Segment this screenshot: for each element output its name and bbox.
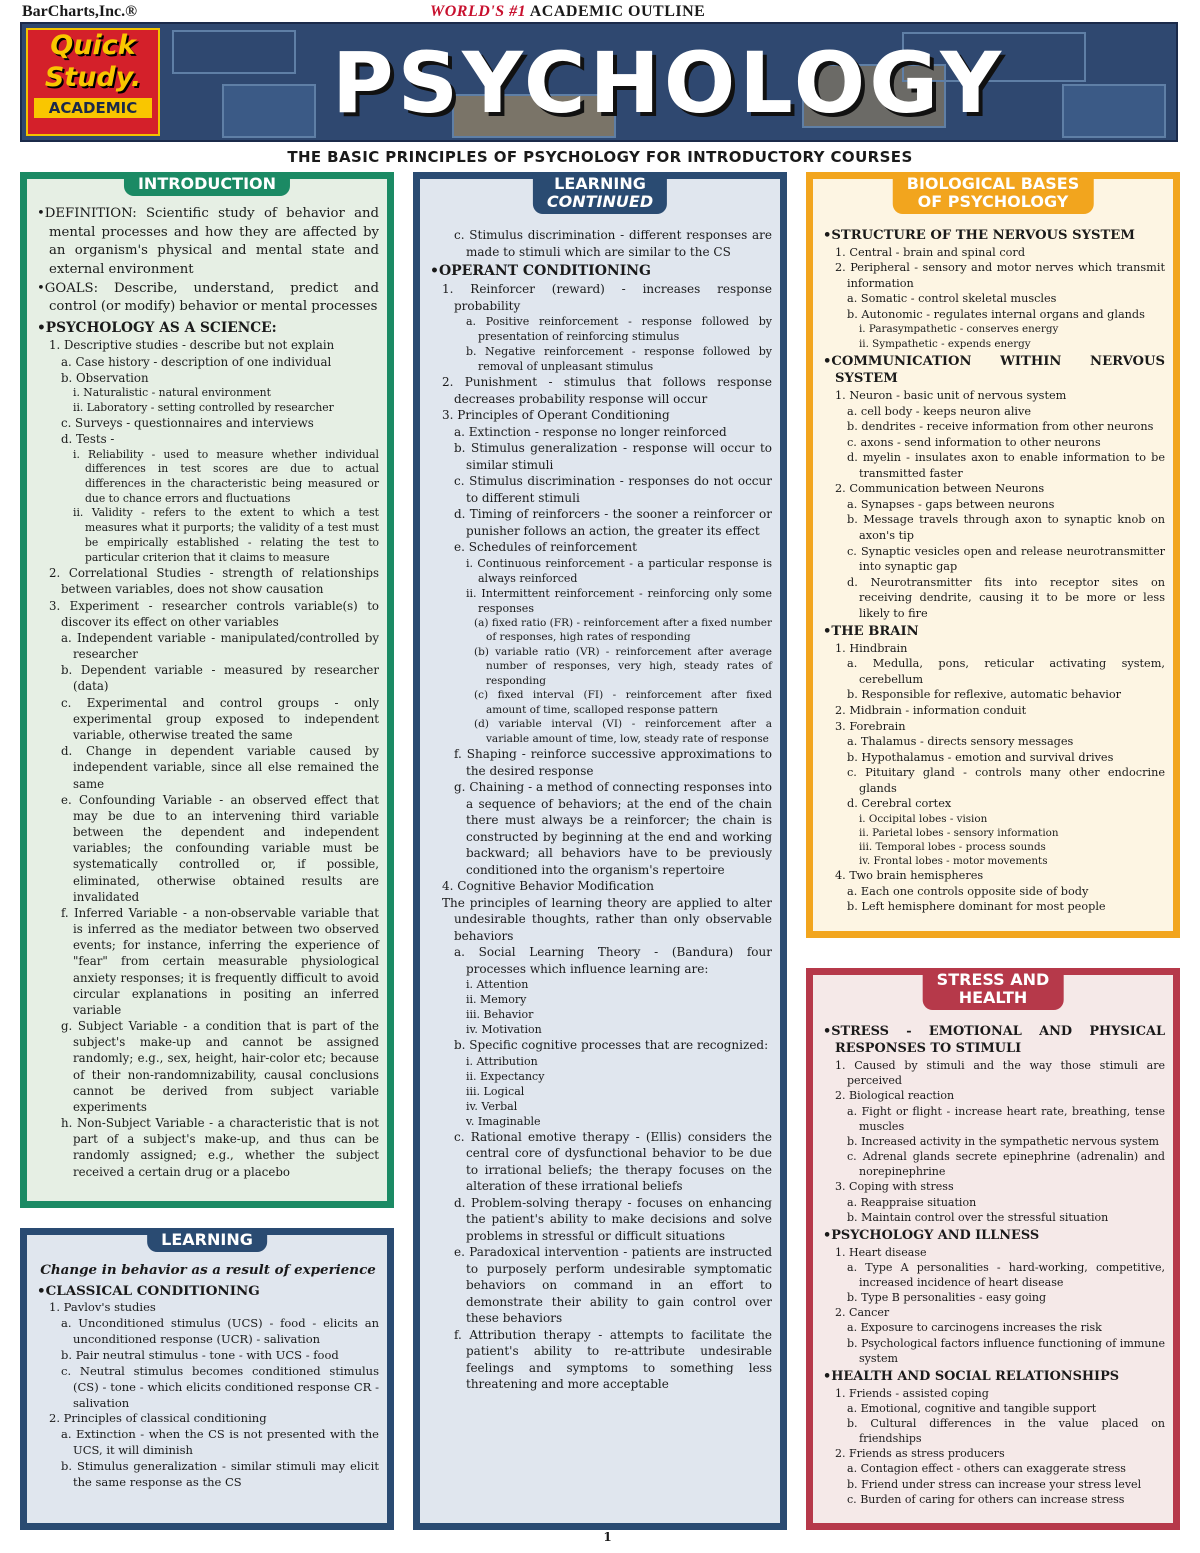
biological-bases-panel	[806, 172, 1180, 938]
bio-line: a. Somatic - control skeletal muscles	[847, 292, 1057, 306]
learning2-line: 2. Punishment - stimulus that follows response decreases probability response will occur	[442, 375, 772, 406]
learning2-line: •OPERANT CONDITIONING	[430, 263, 652, 279]
tagline-rest: ACADEMIC OUTLINE	[526, 3, 706, 20]
stress-line: •STRESS - EMOTIONAL AND PHYSICAL RESPONSES TO STIMULI	[823, 1024, 1165, 1057]
stress-line: 2. Biological reaction	[835, 1089, 955, 1103]
bio-line: c. axons - send information to other neurons	[847, 435, 1101, 449]
learning2-line: 1. Reinforcer (reward) - increases response probability	[442, 282, 772, 313]
intro-line: g. Subject Variable - a condition that is part of the subject's make-up and cannot be assigned randomly; e.g., sex, height, hair-color etc; because of their non-randomnizability, causal conclusions cannot be derived from subject variable experiments	[61, 1019, 379, 1114]
learning2-line: d. Problem-solving therapy - focuses on enhancing the patient's ability to make decisions and solve problems in stressful or difficult situations	[454, 1195, 772, 1243]
bio-line: a. cell body - keeps neuron alive	[847, 404, 1032, 418]
quick-study-logo	[26, 28, 160, 136]
learning-line: a. Unconditioned stimulus (UCS) - food - elicits an unconditioned response (UCR) - salivation	[61, 1316, 379, 1347]
learning2-line: c. Rational emotive therapy - (Ellis) considers the central core of dysfunctional behavior to be due to irrational beliefs; the therapy focuses on the alteration of these irrational beliefs	[454, 1129, 772, 1193]
bio-line: 2. Midbrain - information conduit	[835, 704, 1027, 717]
bio-line: b. Left hemisphere dominant for most people	[847, 900, 1106, 914]
intro-line: a. Independent variable - manipulated/controlled by researcher	[61, 630, 379, 662]
intro-line: i. Naturalistic - natural environment	[73, 385, 271, 399]
learning-line: •CLASSICAL CONDITIONING	[37, 1283, 260, 1300]
stress-line: b. Increased activity in the sympathetic nervous system	[847, 1134, 1159, 1148]
intro-line: h. Non-Subject Variable - a characteristic that is not part of a subject's make-up, and thus can be randomly assigned; e.g., whether the subject received a certain drug or a placebo	[61, 1116, 379, 1179]
learning2-line: (c) fixed interval (FI) - reinforcement after fixed amount of time, scalloped response pattern	[474, 689, 772, 716]
intro-line: •GOALS: Describe, understand, predict and control (or modify) behavior or mental processes	[37, 280, 379, 315]
bio-line: 2. Communication between Neurons	[835, 482, 1045, 496]
page-title: PSYCHOLOGY	[332, 34, 1006, 132]
intro-line: ii. Laboratory - setting controlled by researcher	[73, 400, 334, 414]
learning2-line: The principles of learning theory are applied to alter undesirable thoughts, rather than only observable behaviors	[442, 895, 772, 943]
bio-line: b. Autonomic - regulates internal organs and glands	[847, 307, 1145, 321]
learning2-line: b. Stimulus generalization - response will occur to similar stimuli	[454, 441, 772, 472]
biological-bases-body	[823, 227, 1165, 915]
intro-line: i. Reliability - used to measure whether individual differences in test scores are due to actual differences in the characteristic being measured or due to chance errors and fluctuations	[73, 447, 379, 505]
learning2-line: e. Paradoxical intervention - patients are instructed to purposely perform undesirable symptomatic behaviors on command in an effort to demonstrate their ability to gain control over these behaviors	[454, 1245, 772, 1325]
stress-line: 2. Friends as stress producers	[835, 1447, 1005, 1461]
stress-line: a. Type A personalities - hard-working, competitive, increased incidence of heart disease	[847, 1260, 1165, 1289]
learning-continued-heading-line-1: LEARNING	[554, 174, 646, 193]
learning-line: c. Neutral stimulus becomes conditioned stimulus (CS) - tone - which elicits conditioned response CR - salivation	[61, 1363, 379, 1410]
bio-line: 2. Peripheral - sensory and motor nerves which transmit information	[835, 261, 1165, 290]
stress-health-heading-line-1: STRESS AND	[936, 970, 1050, 989]
stress-line: •PSYCHOLOGY AND ILLNESS	[823, 1228, 1040, 1244]
stress-line: b. Cultural differences in the value placed on friendships	[847, 1416, 1165, 1446]
bio-line: b. Hypothalamus - emotion and survival drives	[847, 750, 1114, 764]
title-banner	[20, 22, 1178, 142]
intro-line: •DEFINITION: Scientific study of behavior and mental processes and how they are affected by an organism's physical and mental state and external environment	[37, 206, 379, 277]
learning2-line: i. Attention	[466, 978, 529, 991]
stress-line: c. Burden of caring for others can increase stress	[847, 1492, 1125, 1506]
introduction-panel	[20, 172, 394, 1208]
intro-line: c. Surveys - questionnaires and interviews	[61, 416, 314, 431]
learning-continued-heading-line-2: CONTINUED	[546, 192, 654, 211]
learning-continued-panel	[413, 172, 787, 1530]
stress-line: 2. Cancer	[835, 1306, 890, 1320]
biological-bases-heading-line-1: BIOLOGICAL BASES	[906, 174, 1080, 193]
learning2-line: a. Positive reinforcement - response followed by presentation of reinforcing stimulus	[466, 315, 772, 343]
learning2-line: c. Stimulus discrimination - different responses are made to stimuli which are similar to the CS	[454, 228, 772, 259]
learning2-line: v. Imaginable	[466, 1114, 541, 1128]
intro-line: d. Tests -	[61, 432, 115, 447]
intro-line: 3. Experiment - researcher controls variable(s) to discover its effect on other variables	[49, 598, 379, 629]
page-number: 1	[603, 1530, 612, 1544]
intro-line: 2. Correlational Studies - strength of relationships between variables, does not show causation	[49, 566, 379, 597]
logo-line-3: ACADEMIC	[34, 98, 152, 118]
learning2-line: i. Attribution	[466, 1054, 538, 1068]
learning2-line: 4. Cognitive Behavior Modification	[442, 879, 654, 893]
stress-line: a. Reappraise situation	[847, 1195, 977, 1209]
bio-line: 4. Two brain hemispheres	[835, 868, 984, 882]
stress-line: b. Type B personalities - easy going	[847, 1291, 1047, 1305]
bio-line: 1. Neuron - basic unit of nervous system	[835, 389, 1067, 403]
intro-line: 1. Descriptive studies - describe but not explain	[49, 338, 335, 353]
bio-line: i. Occipital lobes - vision	[859, 812, 988, 825]
tagline-highlight: WORLD'S #1	[430, 3, 527, 20]
logo-line-2: Study.	[44, 62, 142, 93]
learning2-line: iv. Motivation	[466, 1023, 542, 1036]
stress-health-heading	[923, 968, 1064, 1010]
tagline	[430, 3, 705, 21]
stress-line: 1. Friends - assisted coping	[835, 1386, 989, 1400]
biological-bases-heading-line-2: OF PSYCHOLOGY	[917, 192, 1069, 211]
biological-bases-heading	[893, 172, 1094, 214]
learning2-line: (d) variable interval (VI) - reinforcement after a variable amount of time, low, steady rate of response	[474, 718, 772, 745]
learning-body	[37, 1261, 379, 1491]
intro-line: f. Inferred Variable - a non-observable variable that is inferred as the mediator between two observed events; for instance, inferring the experience of "fear" from certain measurable physiological anxiety responses; it is frequently difficult to avoid circular explanations in positing an inferred variable	[61, 905, 379, 1017]
intro-line: b. Dependent variable - measured by researcher (data)	[61, 663, 379, 694]
stress-health-panel	[806, 968, 1180, 1530]
learning2-line: iv. Verbal	[466, 1099, 518, 1113]
learning2-line: ii. Expectancy	[466, 1069, 545, 1083]
bio-line: •STRUCTURE OF THE NERVOUS SYSTEM	[823, 228, 1135, 243]
learning2-line: a. Social Learning Theory - (Bandura) four processes which influence learning are:	[454, 945, 772, 976]
learning-line: b. Pair neutral stimulus - tone - with UCS - food	[61, 1347, 339, 1362]
bio-line: c. Synaptic vesicles open and release neurotransmitter into synaptic gap	[847, 544, 1165, 574]
bio-line: i. Parasympathetic - conserves energy	[859, 323, 1059, 336]
learning2-line: i. Continuous reinforcement - a particular response is always reinforced	[466, 556, 772, 585]
bio-line: b. dendrites - receive information from other neurons	[847, 420, 1154, 434]
bio-line: 1. Central - brain and spinal cord	[835, 245, 1026, 259]
logo-line-1: Quick	[50, 30, 136, 61]
bio-line: •THE BRAIN	[823, 624, 919, 640]
learning2-line: f. Attribution therapy - attempts to facilitate the patient's ability to re-attribute undesirable feelings and symptoms to something less threatening and more acceptable	[454, 1327, 772, 1391]
bio-line: ii. Sympathetic - expends energy	[859, 337, 1031, 350]
learning2-line: ii. Memory	[466, 993, 527, 1006]
learning-line: 2. Principles of classical conditioning	[49, 1411, 267, 1426]
bio-line: •COMMUNICATION WITHIN NERVOUS SYSTEM	[823, 353, 1165, 387]
bio-line: a. Each one controls opposite side of body	[847, 884, 1089, 898]
stress-line: a. Contagion effect - others can exaggerate stress	[847, 1462, 1126, 1476]
learning2-line: f. Shaping - reinforce successive approximations to the desired response	[454, 747, 772, 778]
stress-line: b. Maintain control over the stressful situation	[847, 1210, 1109, 1224]
learning2-line: c. Stimulus discrimination - responses do not occur to different stimuli	[454, 474, 772, 505]
introduction-heading: INTRODUCTION	[124, 172, 290, 196]
learning2-line: g. Chaining - a method of connecting responses into a sequence of behaviors; at the end of the chain there must always be a reinforcer; the chain is constructed by beginning at the end and working backward; all behaviors have to be previously conditioned into the organism's repertoire	[454, 780, 772, 877]
learning2-line: b. Negative reinforcement - response followed by removal of unpleasant stimulus	[466, 345, 772, 373]
learning2-line: a. Extinction - response no longer reinforced	[454, 424, 727, 439]
bio-line: d. Neurotransmitter fits into receptor sites on receiving dendrite, causing it to be more or less likely to fire	[847, 575, 1165, 620]
page-subtitle: THE BASIC PRINCIPLES OF PSYCHOLOGY FOR INTRODUCTORY COURSES	[287, 148, 913, 166]
introduction-body	[37, 205, 379, 1180]
stress-line: 1. Heart disease	[835, 1245, 927, 1259]
learning-line: Change in behavior as a result of experience	[40, 1262, 376, 1278]
bio-line: 1. Hindbrain	[835, 641, 908, 655]
learning2-line: b. Specific cognitive processes that are recognized:	[454, 1038, 769, 1052]
intro-line: e. Confounding Variable - an observed effect that may be due to an intervening third variable between the dependent and independent variables; the confounding variable must be systematically controlled or, if possible, eliminated, otherwise obtained results are invalidated	[61, 792, 379, 904]
learning-line: a. Extinction - when the CS is not presented with the UCS, it will diminish	[61, 1427, 379, 1458]
stress-health-heading-line-2: HEALTH	[958, 988, 1028, 1007]
intro-line: ii. Validity - refers to the extent to which a test measures what it purports; the validity of a test must be empirically established - relating the test to particular criterion that it claims to measure	[73, 506, 379, 564]
bio-line: a. Medulla, pons, reticular activating system, cerebellum	[847, 657, 1165, 686]
bio-line: iii. Temporal lobes - process sounds	[859, 840, 1046, 853]
intro-line: b. Observation	[61, 370, 149, 385]
learning2-line: iii. Logical	[466, 1084, 525, 1098]
learning2-line: iii. Behavior	[466, 1008, 534, 1021]
bio-line: a. Synapses - gaps between neurons	[847, 497, 1055, 511]
stress-health-body	[823, 1023, 1165, 1507]
intro-line: a. Case history - description of one individual	[61, 354, 332, 369]
stress-line: a. Fight or flight - increase heart rate, breathing, tense muscles	[847, 1104, 1165, 1133]
bio-line: d. Cerebral cortex	[847, 797, 952, 811]
stress-line: a. Exposure to carcinogens increases the risk	[847, 1321, 1102, 1335]
publisher-brand: BarCharts,Inc.®	[22, 3, 138, 20]
stress-line: a. Emotional, cognitive and tangible support	[847, 1401, 1097, 1415]
stress-line: 3. Coping with stress	[835, 1180, 954, 1194]
learning-panel	[20, 1228, 394, 1530]
learning2-line: d. Timing of reinforcers - the sooner a reinforcer or punisher follows an action, the greater its effect	[454, 507, 772, 538]
intro-line: •PSYCHOLOGY AS A SCIENCE:	[37, 319, 277, 336]
learning2-line: ii. Intermittent reinforcement - reinforcing only some responses	[466, 586, 772, 615]
bio-line: b. Responsible for reflexive, automatic behavior	[847, 688, 1121, 702]
stress-line: c. Adrenal glands secrete epinephrine (adrenalin) and norepinephrine	[847, 1150, 1165, 1179]
intro-line: d. Change in dependent variable caused by independent variable, since all else remained the same	[61, 744, 379, 791]
learning2-line: (a) fixed ratio (FR) - reinforcement after a fixed number of responses, high rates of responding	[474, 616, 772, 643]
stress-line: b. Psychological factors influence functioning of immune system	[847, 1336, 1165, 1365]
bio-line: a. Thalamus - directs sensory messages	[847, 735, 1074, 749]
learning-continued-heading	[533, 172, 667, 214]
learning2-line: e. Schedules of reinforcement	[454, 540, 637, 554]
learning-line: b. Stimulus generalization - similar stimuli may elicit the same response as the CS	[61, 1458, 379, 1489]
stress-line: •HEALTH AND SOCIAL RELATIONSHIPS	[823, 1369, 1120, 1385]
stress-line: b. Friend under stress can increase your stress level	[847, 1477, 1142, 1491]
learning2-line: (b) variable ratio (VR) - reinforcement after average number of responses, very high, steady rates of responding	[474, 645, 772, 687]
stress-line: 1. Caused by stimuli and the way those stimuli are perceived	[835, 1058, 1165, 1088]
bio-line: b. Message travels through axon to synaptic knob on axon's tip	[847, 513, 1165, 542]
bio-line: ii. Parietal lobes - sensory information	[859, 826, 1059, 839]
learning-line: 1. Pavlov's studies	[49, 1300, 156, 1315]
learning-continued-body	[430, 227, 772, 1393]
bio-line: 3. Forebrain	[835, 719, 906, 733]
learning2-line: 3. Principles of Operant Conditioning	[442, 408, 670, 422]
learning-heading: LEARNING	[147, 1228, 267, 1252]
bio-line: iv. Frontal lobes - motor movements	[859, 854, 1048, 867]
intro-line: c. Experimental and control groups - only experimental group exposed to independent variable, otherwise treated the same	[61, 695, 379, 742]
bio-line: c. Pituitary gland - controls many other endocrine glands	[847, 766, 1165, 795]
bio-line: d. myelin - insulates axon to enable information to be transmitted faster	[847, 451, 1165, 480]
